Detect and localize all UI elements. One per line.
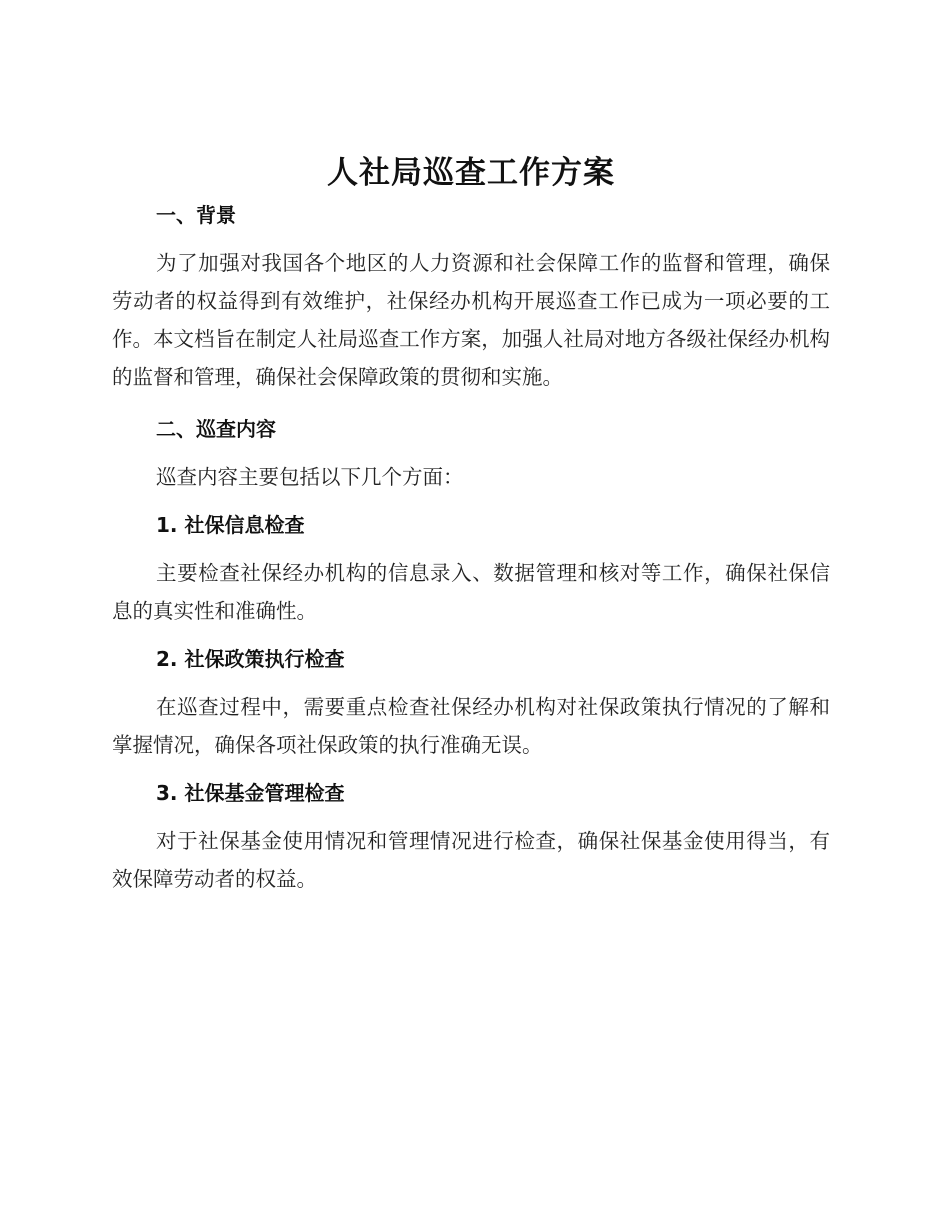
- paragraph-info-check: 主要检查社保经办机构的信息录入、数据管理和核对等工作，确保社保信息的真实性和准确性。: [112, 561, 830, 623]
- paragraph-fund-check: 对于社保基金使用情况和管理情况进行检查，确保社保基金使用得当，有效保障劳动者的权益。: [112, 829, 830, 891]
- document-page: [112, 150, 830, 898]
- subsection-info-check: [112, 510, 830, 630]
- paragraph-policy-check: 在巡查过程中，需要重点检查社保经办机构对社保政策执行情况的了解和掌握情况，确保各项社保政策的执行准确无误。: [112, 695, 830, 757]
- document-title: 人社局巡查工作方案: [327, 155, 615, 191]
- subsection-policy-check: [112, 644, 830, 764]
- section-heading-content: 二、巡查内容: [156, 417, 276, 441]
- subsection-heading-fund-check: 3. 社保基金管理检查: [156, 781, 345, 805]
- subsection-heading-info-check: 1. 社保信息检查: [156, 513, 305, 537]
- section-heading-background: 一、背景: [156, 203, 236, 227]
- paragraph-content-intro: 巡查内容主要包括以下几个方面：: [156, 465, 464, 489]
- section-content: [112, 414, 830, 898]
- subsection-heading-policy-check: 2. 社保政策执行检查: [156, 647, 345, 671]
- paragraph-background: 为了加强对我国各个地区的人力资源和社会保障工作的监督和管理，确保劳动者的权益得到有效维护，社保经办机构开展巡查工作已成为一项必要的工作。本文档旨在制定人社局巡查工作方案，加强人社局对地方各级社保经办机构的监督和管理，确保社会保障政策的贯彻和实施。: [112, 251, 830, 389]
- section-background: [112, 200, 830, 396]
- subsection-fund-check: [112, 778, 830, 898]
